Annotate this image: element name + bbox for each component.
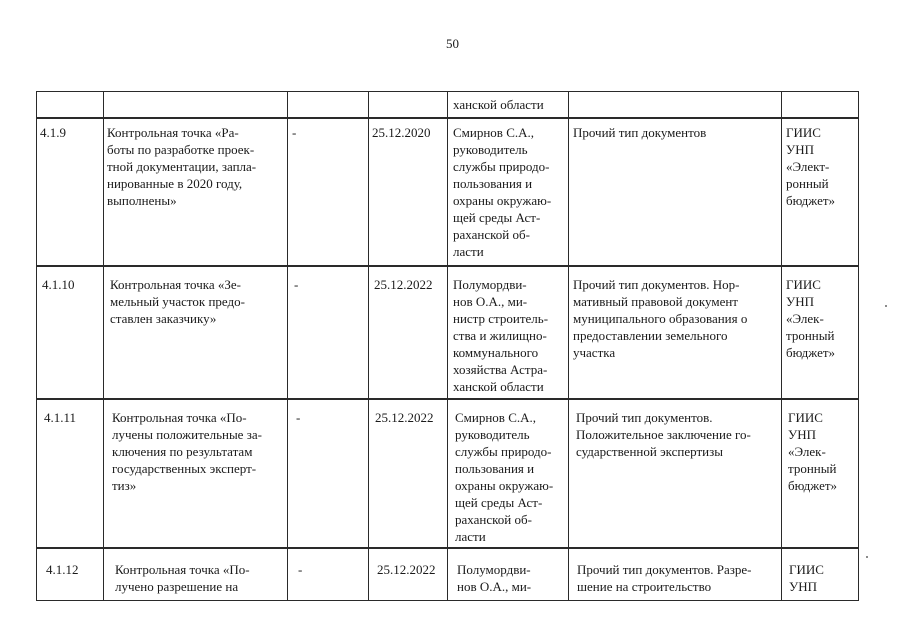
table-rule xyxy=(568,91,569,601)
responsible-person: Полумордви- нов О.А., ми- xyxy=(457,562,532,594)
scan-speck xyxy=(866,556,868,558)
document-type: Прочий тип документов. Нор- мативный правовой документ муниципального образования о предоставлении земельного участка xyxy=(573,277,748,360)
document-type: Прочий тип документов xyxy=(573,125,707,140)
due-date: 25.12.2022 xyxy=(375,410,434,425)
table-rule xyxy=(36,91,37,601)
page-number: 50 xyxy=(446,36,459,51)
responsible-person: Смирнов С.А., руководитель службы природо- пользования и охраны окружаю- щей среды Аст- раханской об- ласти xyxy=(455,410,554,544)
dash-cell: - xyxy=(292,125,297,140)
scan-speck xyxy=(885,305,887,307)
table-rule xyxy=(287,91,288,601)
due-date: 25.12.2022 xyxy=(377,562,436,577)
responsible-person: Полумордви- нов О.А., ми- нистр строитель- ства и жилищно- коммунального хозяйства Астра- ханской области xyxy=(453,277,549,394)
table-rule xyxy=(447,91,448,601)
dash-cell: - xyxy=(298,562,303,577)
task-name: Контрольная точка «По- лучены положительные за- ключения по результатам государственных эксперт- тиз» xyxy=(112,410,262,493)
task-name: Контрольная точка «Зе- мельный участок предо- ставлен заказчику» xyxy=(110,277,245,326)
information-system: ГИИС УНП «Элек- тронный бюджет» xyxy=(788,410,838,493)
table-rule xyxy=(103,91,104,601)
due-date: 25.12.2022 xyxy=(374,277,433,292)
information-system: ГИИС УНП «Элек- тронный бюджет» xyxy=(786,277,836,360)
table-rule xyxy=(858,91,859,601)
row-number: 4.1.11 xyxy=(44,410,77,425)
responsible-person: Смирнов С.А., руководитель службы природо- пользования и охраны окружаю- щей среды Аст- раханской об- ласти xyxy=(453,125,552,259)
document-type: Прочий тип документов. Разре- шение на строительство xyxy=(577,562,752,594)
task-name: Контрольная точка «Ра- боты по разработке проек- тной документации, запла- нированные в 2020 году, выполнены» xyxy=(107,125,257,208)
row-number: 4.1.12 xyxy=(46,562,79,577)
table-rule xyxy=(781,91,782,601)
information-system: ГИИС УНП «Элект- ронный бюджет» xyxy=(786,125,836,208)
dash-cell: - xyxy=(296,410,301,425)
table-rule xyxy=(368,91,369,601)
document-type: Прочий тип документов. Положительное заключение го- сударственной экспертизы xyxy=(576,410,751,459)
task-name: Контрольная точка «По- лучено разрешение на xyxy=(115,562,250,594)
information-system: ГИИС УНП xyxy=(789,562,824,594)
due-date: 25.12.2020 xyxy=(372,125,431,140)
row-number: 4.1.9 xyxy=(40,125,66,140)
continued-cell: ханской области xyxy=(453,97,544,112)
row-number: 4.1.10 xyxy=(42,277,75,292)
dash-cell: - xyxy=(294,277,299,292)
